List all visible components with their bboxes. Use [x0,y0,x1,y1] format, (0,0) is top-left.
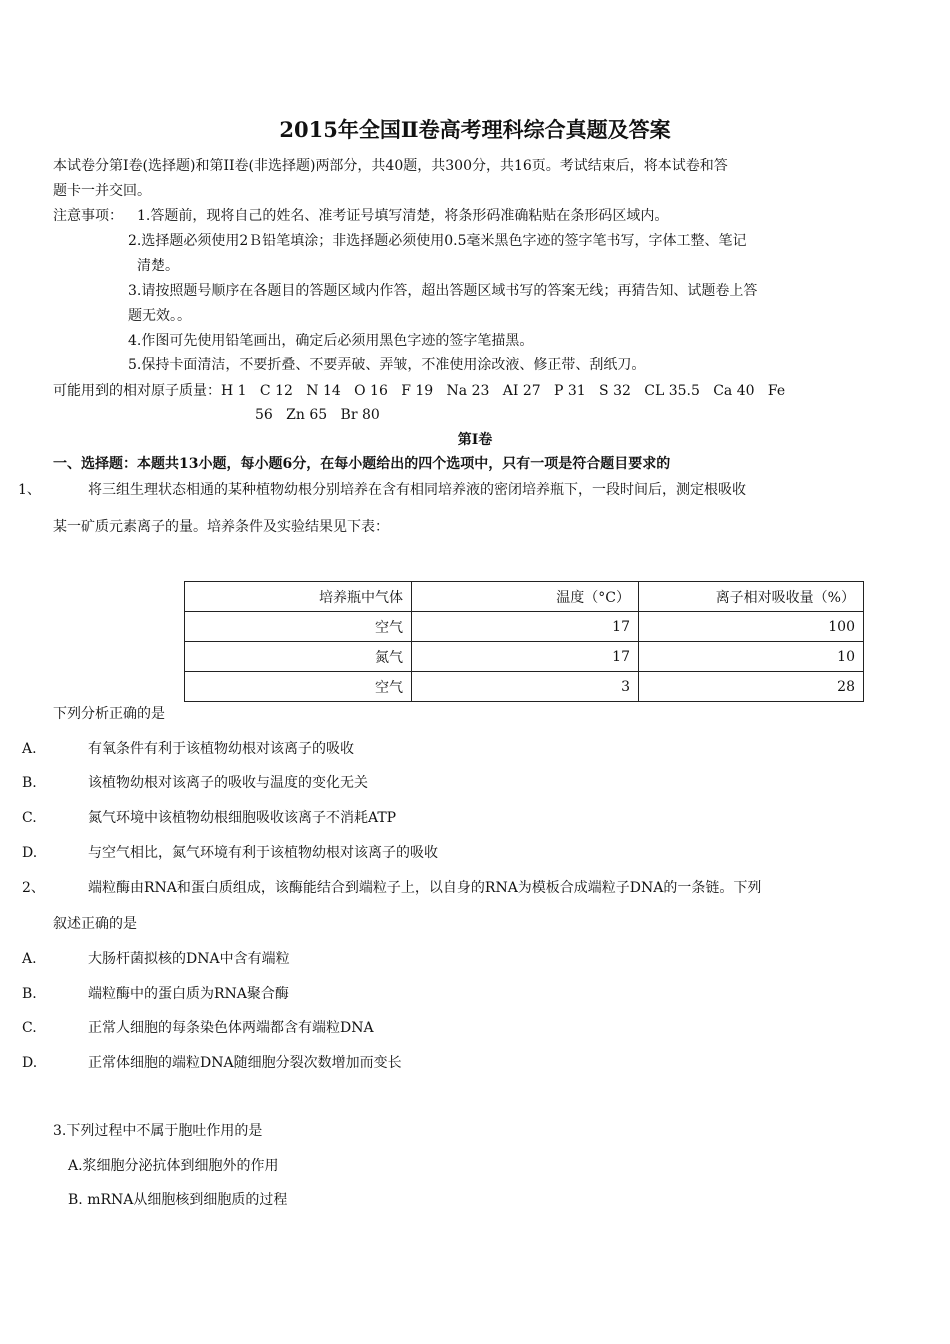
table-cell: 28 [639,672,864,702]
table-cell: 17 [412,612,639,642]
note-2-line-1: 2.选择题必须使用2Ｂ铅笔填涂；非选择题必须使用0.5毫米黑色字迹的签字笔书写，字体工整、笔记 [128,233,747,249]
q1-option-b-text: 该植物幼根对该离子的吸收与温度的变化无关 [88,775,368,791]
q1-stem-line-1: 将三组生理状态相通的某种植物幼根分别培养在含有相同培养液的密闭培养瓶下，一段时间后，测定根吸收 [88,482,746,498]
note-3-line-2: 题无效。。 [128,308,191,324]
table-cell: 氮气 [185,642,412,672]
table-row [185,612,864,642]
q1-option-c-text: 氮气环境中该植物幼根细胞吸收该离子不消耗ATP [88,810,397,826]
q3-stem: 3.下列过程中不属于胞吐作用的是 [53,1123,263,1139]
table-header-cell: 培养瓶中气体 [185,582,412,612]
note-2-line-2: 清楚。 [137,258,179,274]
note-1: 1.答题前，现将自己的姓名、准考证号填写清楚，将条形码准确粘贴在条形码区域内。 [137,208,669,224]
table-row [185,642,864,672]
note-5: 5.保持卡面清洁，不要折叠、不要弄破、弄皱，不准使用涂改液、修正带、刮纸刀。 [128,357,646,373]
q1-option-a-text: 有氧条件有利于该植物幼根对该离子的吸收 [88,741,354,757]
q2-number: 2、 [22,880,45,896]
q2-option-a-text: 大肠杆菌拟核的DNA中含有端粒 [88,951,290,967]
q3-option-b: B. mRNA从细胞核到细胞质的过程 [68,1192,288,1208]
q2-option-c-text: 正常人细胞的每条染色体两端都含有端粒DNA [88,1020,374,1036]
q2-option-b-label: B. [22,986,37,1002]
table-cell: 3 [412,672,639,702]
part-heading: 一、选择题：本题共13小题，每小题6分，在每小题给出的四个选项中，只有一项是符合题目要求的 [53,456,671,472]
q1-option-a-label: A. [22,741,37,757]
table-cell: 17 [412,642,639,672]
table-header-cell: 温度（°C） [412,582,639,612]
q2-option-d-label: D. [22,1055,38,1071]
table-header-cell: 离子相对吸收量（%） [639,582,864,612]
q2-stem-line-1: 端粒酶由RNA和蛋白质组成，该酶能结合到端粒子上，以自身的RNA为模板合成端粒子DNA的一条链。下列 [88,880,762,896]
atomic-masses-line-2: 56 Zn 65 Br 80 [255,407,380,423]
intro-line-1: 本试卷分第Ⅰ卷(选择题)和第II卷(非选择题)两部分，共40题，共300分，共16页。考试结束后，将本试卷和答 [53,158,728,174]
notes-label: 注意事项： [53,208,123,224]
table-row [185,672,864,702]
q1-stem-line-2: 某一矿质元素离子的量。培养条件及实验结果见下表： [53,519,389,535]
table-cell: 空气 [185,672,412,702]
table-cell: 空气 [185,612,412,642]
note-3-line-1: 3.请按照题号顺序在各题目的答题区域内作答，超出答题区域书写的答案无线；再猜告知、试题卷上答 [128,283,758,299]
q2-option-a-label: A. [22,951,37,967]
section-title: 第Ⅰ卷 [457,432,493,448]
q2-option-c-label: C. [22,1020,37,1036]
q2-option-b-text: 端粒酶中的蛋白质为RNA聚合酶 [88,986,289,1002]
table-cell: 100 [639,612,864,642]
note-4: 4.作图可先使用铅笔画出，确定后必须用黑色字迹的签字笔描黑。 [128,333,534,349]
page-title: 2015年全国Ⅱ卷高考理科综合真题及答案 [279,117,671,142]
q1-option-d-text: 与空气相比，氮气环境有利于该植物幼根对该离子的吸收 [88,845,438,861]
intro-line-2: 题卡一并交回。 [53,183,151,199]
q1-option-b-label: B. [22,775,37,791]
atomic-masses-line-1: 可能用到的相对原子质量：H 1 C 12 N 14 O 16 F 19 Na 23 AI 27 P 31 S 32 CL 35.5 Ca 40 Fe [53,383,786,399]
table-header-row [185,582,864,612]
q1-option-c-label: C. [22,810,37,826]
q2-option-d-text: 正常体细胞的端粒DNA随细胞分裂次数增加而变长 [88,1055,402,1071]
q1-results-table [184,581,864,702]
table-cell: 10 [639,642,864,672]
q1-option-d-label: D. [22,845,38,861]
q2-stem-line-2: 叙述正确的是 [53,916,137,932]
q1-number: 1、 [18,482,41,498]
q1-prompt: 下列分析正确的是 [53,706,165,722]
q3-option-a: A.浆细胞分泌抗体到细胞外的作用 [68,1158,279,1174]
